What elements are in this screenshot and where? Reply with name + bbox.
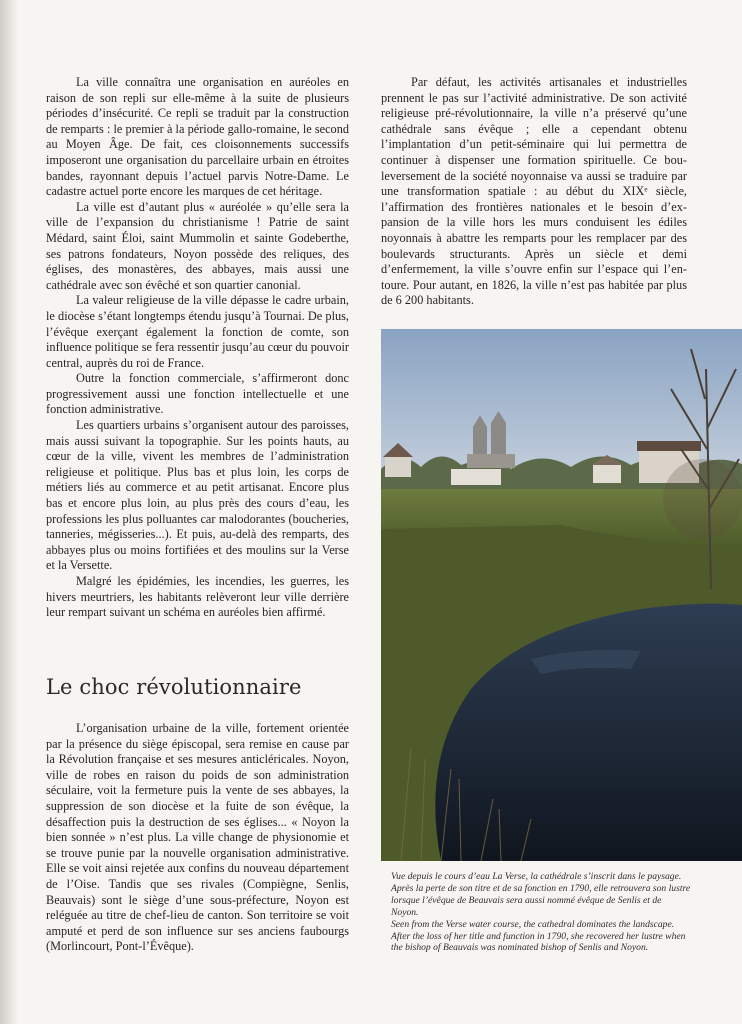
paragraph-valeur-religieuse: La valeur religieuse de la ville dépasse le cadre urbain, le diocèse s’étant longtemps étendu jusqu’à Tournai. De plus, l’évêque exerçant également la fonction de comte, son influence politique se fera ressentir jusqu’au cœur du pouvoir central, auprès du roi de France. [46,293,349,370]
paragraph-quartiers: Les quartiers urbains s’organisent autour des paroisses, mais aussi suivant la topographie. Sur les points hauts, au cœur de la ville, vivent les membres de l’administration religieuse et politique. Plus bas et plus loin, les corps de métiers liés au commerce et au petit artisanat. Encore plus bas et encore plus loin, au plus près des cours d’eau, les professions les plus polluantes car malodorantes (boucheries, tanneries, mégisseries...). Et puis, au-delà des remparts, des abbayes plus ou moins fortifiées et des moulins sur la Verse et la Versette. [46,418,349,573]
paragraph-activites: Par défaut, les activités artisanales et industrielles prennent le pas sur l’activité administrative. De son activité religieuse pré-révolutionnaire, la ville n’a préservé qu’une cathédrale sans évêque ; elle a cependant obtenu l’implantation d’un petit-séminaire qui lui permettra de continuer à dispenser une formation spirituelle. Ce bouleversement de la société noyonnaise va aussi se traduire par une transformation spatiale : au début du XIXᵉ siècle, l’affirmation des frontières nationales et le besoin d’expansion de la ville hors les murs conduisent les édiles noyonnais à abattre les remparts pour les remplacer par des boulevards structurants. Après un siècle et demi d’enfermement, la ville s’ouvre enfin sur l’espace qui l’entoure. Pour autant, en 1826, la ville n’est pas habitée par plus de 6 200 habitants. [381,75,687,308]
section-heading: Le choc révolutionnaire [46,675,302,699]
left-column-section [46,721,349,955]
right-column [381,75,687,309]
paragraph-christianisme: La ville est d’autant plus « auréolée » qu’elle sera la ville de l’expansion du christianisme ! Patrie de saint Médard, saint Éloi, saint Mummolin et sainte Godeberthe, ses patrons fondateurs, Noyon possède des reliques, des églises, des monastères, des abbayes, mais aussi une cathédrale avec son évêché et son quartier canonial. [46,199,349,292]
paragraph-epidemies: Malgré les épidémies, les incendies, les guerres, les hivers meurtriers, les habitants relèveront leur ville derrière leur rempart suivant un schéma en auréoles bien affirmé. [46,574,349,620]
caption-english: Seen from the Verse water course, the cathedral dominates the landscape. After the loss of her title and function in 1790, she recovered her lustre when the bishop of Beauvais was nominated bishop of Senlis and Noyon. [391,918,686,954]
paragraph-aureoles: La ville connaîtra une organisation en auréoles en raison de son repli sur elle-même à la suite de plusieurs périodes d’insécurité. Ce repli se traduit par la construction de remparts : le premier à la période gallo-romaine, le second au Moyen Âge. De fait, ces cloisonnements successifs imposeront une organisation du parcellaire urbain en étroites bandes, rayonnant depuis l’actuel parvis Notre-Dame. Le cadastre actuel porte encore les marques de cet héritage. [46,75,349,199]
paragraph-fonction-commerciale: Outre la fonction commerciale, s’affirmeront donc progressivement aussi une fonction intellectuelle et une fonction administrative. [46,371,349,417]
left-column [46,75,349,621]
caption-french: Vue depuis le cours d’eau La Verse, la cathédrale s’inscrit dans le paysage. Après la perte de son titre et de sa fonction en 1790, elle retrouvera son lustre lorsque l’évêque de Beauvais sera aussi nommé évêque de Senlis et de Noyon. [391,871,691,918]
page-gutter-shadow [0,0,18,1024]
cathedral-river-photo [381,329,742,861]
photo-caption [391,871,691,954]
paragraph-revolution: L’organisation urbaine de la ville, fortement orientée par la présence du siège épiscopal, sera remise en cause par la Révolution française et ses mesures anticléricales. Noyon, ville de robes en raison du poids de son administration séculaire, voit la fermeture puis la vente de ses abbayes, la suppression de son diocèse et la fuite de son évêque, la désaffection puis la destruction de ses églises... « Noyon la bien sonnée » n’est plus. La ville change de physionomie et se trouve punie par la nouvelle organisation administrative. Elle se voit ainsi rejetée aux confins du nouveau département de l’Oise. Tandis que ses rivales (Compiègne, Senlis, Beauvais) sont le siège d’une sous-préfecture, Noyon est reléguée au titre de chef-lieu de canton. Son territoire se voit amputé et perd de son influence sur ses anciens faubourgs (Morlincourt, Pont-l’Évêque). [46,721,349,954]
